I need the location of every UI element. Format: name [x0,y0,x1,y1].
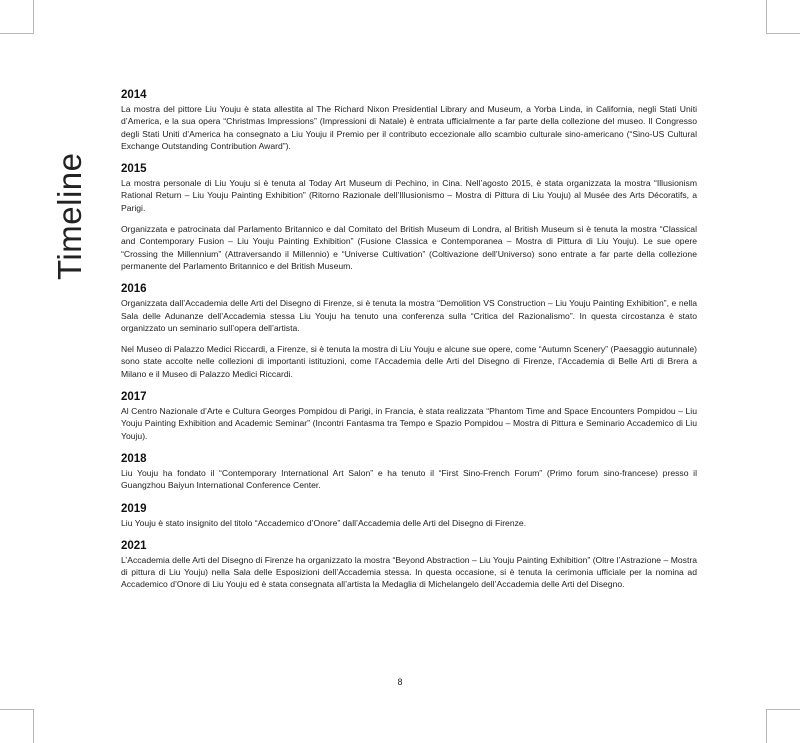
timeline-year: 2019 [121,502,147,515]
crop-mark-right-bottom [766,709,800,710]
timeline-entry [121,452,697,492]
timeline-paragraph: Al Centro Nazionale d’Arte e Cultura Georges Pompidou di Parigi, in Francia, è stata realizzata “Phantom Time and Space Encounters Pompidou – Liu Youju Painting Exhibition and Academic Seminar” (Incontri Fantasma tra Tempo e Spazio Pompidou – Mostra di Pittura e Seminario Accademico di Liu Youju). [121,406,697,441]
timeline-paragraph: La mostra del pittore Liu Youju è stata allestita al The Richard Nixon Presidential Library and Museum, a Yorba Linda, in California, negli Stati Uniti d’America, e la sua opera “Christmas Impressions” (Impressioni di Natale) è entrata ufficialmente a far parte della collezione del museo. Il Congresso degli Stati Uniti d’America ha consegnato a Liu Youju il Premio per il contributo eccezionale allo scambio culturale sino-americano (“Sino-US Cultural Exchange Outstanding Contribution Award”). [121,104,697,151]
timeline-paragraph: Nel Museo di Palazzo Medici Riccardi, a Firenze, si è tenuta la mostra di Liu Youju e alcune sue opere, come “Autumn Scenery” (Paesaggio autunnale) sono state accolte nelle collezioni di importanti istituzioni, come l’Accademia delle Arti del Disegno di Firenze, l’Accademia di Belle Arti di Brera a Milano e il Museo di Palazzo Medici Riccardi. [121,344,697,379]
timeline-year: 2016 [121,283,147,296]
timeline-entry [121,282,697,380]
crop-mark-left-top [0,33,34,34]
crop-mark-bottom-left [33,709,34,743]
timeline-paragraph: Liu Youju è stato insignito del titolo “Accademico d’Onore” dall’Accademia delle Arti del Disegno di Firenze. [121,517,527,528]
page-number: 8 [397,677,403,687]
crop-mark-top-left [33,0,34,34]
timeline-paragraph: L’Accademia delle Arti del Disegno di Firenze ha organizzato la mostra “Beyond Abstraction – Liu Youju Painting Exhibition” (Oltre l’Astrazione – Mostra di pittura di Liu Youju) nella Sala delle Esposizioni dell’Accademia stessa. In questa occasione, si è tenuta la cerimonia ufficiale per la nomina ad Accademico d’Onore di Liu Youju ed è stata consegnata all’artista la Medaglia di Michelangelo dell’Accademia delle Arti del Disegno. [121,554,697,590]
crop-mark-top-right [766,0,767,34]
timeline-year: 2014 [121,89,147,101]
crop-mark-right-top [766,33,800,34]
timeline-entry [121,502,697,529]
timeline-entry [121,88,697,152]
timeline-paragraph: Organizzata dall’Accademia delle Arti del Disegno di Firenze, si è tenuta la mostra “Demolition VS Construction – Liu Youju Painting Exhibition”, e nella Sala delle Adunanze dell’Accademia stessa Liu Youju ha tenuto una conferenza sulla “Critica del Razionalismo”. In questa circostanza è stato organizzato un seminario sull’opera dell’artista. [121,298,697,333]
timeline [121,88,697,601]
timeline-paragraph: Organizzata e patrocinata dal Parlamento Britannico e dal Comitato del British Museum di Londra, al British Museum si è tenuta la mostra “Classical and Contemporary Fusion – Liu Youju Painting Exhibition” (Fusione Classica e Contemporanea – Mostra di Pittura di Liu Youju). Le sue opere “Crossing the Millennium” (Attraversando il Millennio) e “Universe Cultivation” (Coltivazione dell’Universo) sono entrate a far parte della collezione permanente del Parlamento Britannico e del British Museum. [121,224,697,271]
timeline-entry [121,390,697,442]
timeline-year: 2018 [121,452,147,465]
crop-mark-left-bottom [0,709,34,710]
timeline-year: 2021 [121,539,147,552]
timeline-entry [121,539,697,591]
side-title: Timeline [51,152,88,280]
timeline-paragraph: La mostra personale di Liu Youju si è tenuta al Today Art Museum di Pechino, in Cina. Nell’agosto 2015, è stata organizzata la mostra “Illusionism Rational Return – Liu Youju Painting Exhibition” (Ritorno Razionale dell’Illusionismo – Mostra di Pittura di Liu Youju) al Musée des Arts Décoratifs, a Parigi. [121,178,697,213]
timeline-paragraph: Liu Youju ha fondato il “Contemporary International Art Salon” e ha tenuto il “First Sino-French Forum” (Primo forum sino-francese) presso il Guangzhou Baiyun International Conference Center. [121,467,697,491]
timeline-year: 2017 [121,391,147,404]
crop-mark-bottom-right [766,709,767,743]
timeline-entry [121,162,697,272]
timeline-year: 2015 [121,163,147,176]
